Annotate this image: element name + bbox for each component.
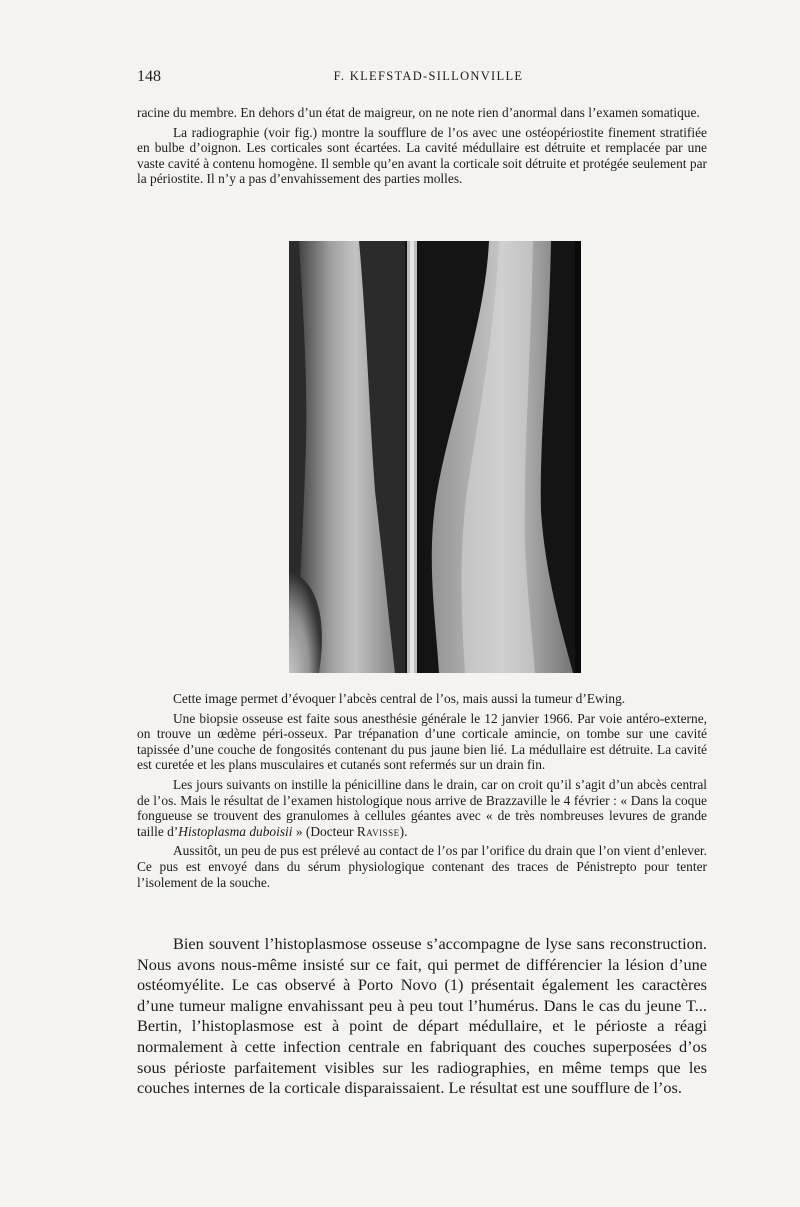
running-head: [137, 68, 720, 90]
species-name: Histoplasma duboisii: [178, 823, 293, 839]
paragraph-ewing: Cette image permet d’évoquer l’abcès central de l’os, mais aussi la tumeur d’Ewing.: [173, 691, 626, 706]
paragraph-sample: Aussitôt, un peu de pus est prélevé au contact de l’os par l’orifice du drain que l’on vient d’enlever. Ce pus est envoyé dans du sérum physiologique contenant des traces de Pénistrepto pour tenter l’isolement de la souche.: [137, 843, 707, 890]
running-title: F. KLEFSTAD-SILLONVILLE: [333, 69, 524, 83]
paragraph-discussion: Bien souvent l’histoplasmose osseuse s’accompagne de lyse sans reconstruction. Nous avons nous-même insisté sur ce fait, qui permet de différencier la lésion d’une ostéomyélite. Le cas observé à Porto Novo (1) présentait également les caractères d’une tumeur maligne envahissant peu à peu tout l’humérus. Dans le cas du jeune T... Bertin, l’histoplasmose est à point de départ médullaire, et le périoste a réagi normalement à cette infection centrale en fabriquant des couches superposées d’os sous périoste parfaitement visibles sur les radiographies, en même temps que les couches internes de la corticale disparaissaient. Le résultat est une soufflure de l’os.: [137, 934, 707, 1098]
histology-text-end: » (Docteur: [292, 823, 357, 839]
radiograph-figure: [289, 241, 581, 673]
radiograph-image: [289, 241, 581, 673]
paragraph-radiography: La radiographie (voir fig.) montre la soufflure de l’os avec une ostéopériostite finement stratifiée en bulbe d’oignon. Les corticales sont écartées. La cavité médullaire est détruite et remplacée par une vaste cavité à contenu homogène. Il semble qu’en avant la corticale soit détruite et protégée seulement par la périostite. Il n’y a pas d’envahissement des parties molles.: [137, 124, 707, 187]
paragraph-histology: [137, 777, 707, 839]
doctor-name: Ravisse: [356, 823, 400, 839]
page-number: 148: [137, 68, 161, 85]
lower-text-block: [137, 691, 707, 894]
paragraph-continued: racine du membre. En dehors d’un état de maigreur, on ne note rien d’anormal dans l’examen somatique.: [137, 105, 700, 120]
closing-paren: ).: [399, 823, 408, 839]
histology-text: Les jours suivants on instille la pénicilline dans le drain, car on croit qu’il s’agit d’un abcès central de l’os. Mais le résultat de l’examen histologique nous arrive de Brazzaville le 4 février : « Dans la coque fongueuse se trouvent des granulomes à cellules géantes avec « de très nombreuses levures de grande taille d’: [137, 776, 707, 839]
main-text-block: [137, 934, 707, 1099]
top-text-block: [137, 105, 707, 191]
paragraph-biopsy: Une biopsie osseuse est faite sous anesthésie générale le 12 janvier 1966. Par voie antéro-externe, on trouve un œdème péri-osseux. Par trépanation d’une corticale amincie, on tombe sur une cavité tapissée d’une couche de fongosités contenant du pus jaune bien lié. La médullaire est détruite. La cavité est curetée et les plans musculaires et cutanés sont refermés sur un drain fin.: [137, 710, 707, 773]
